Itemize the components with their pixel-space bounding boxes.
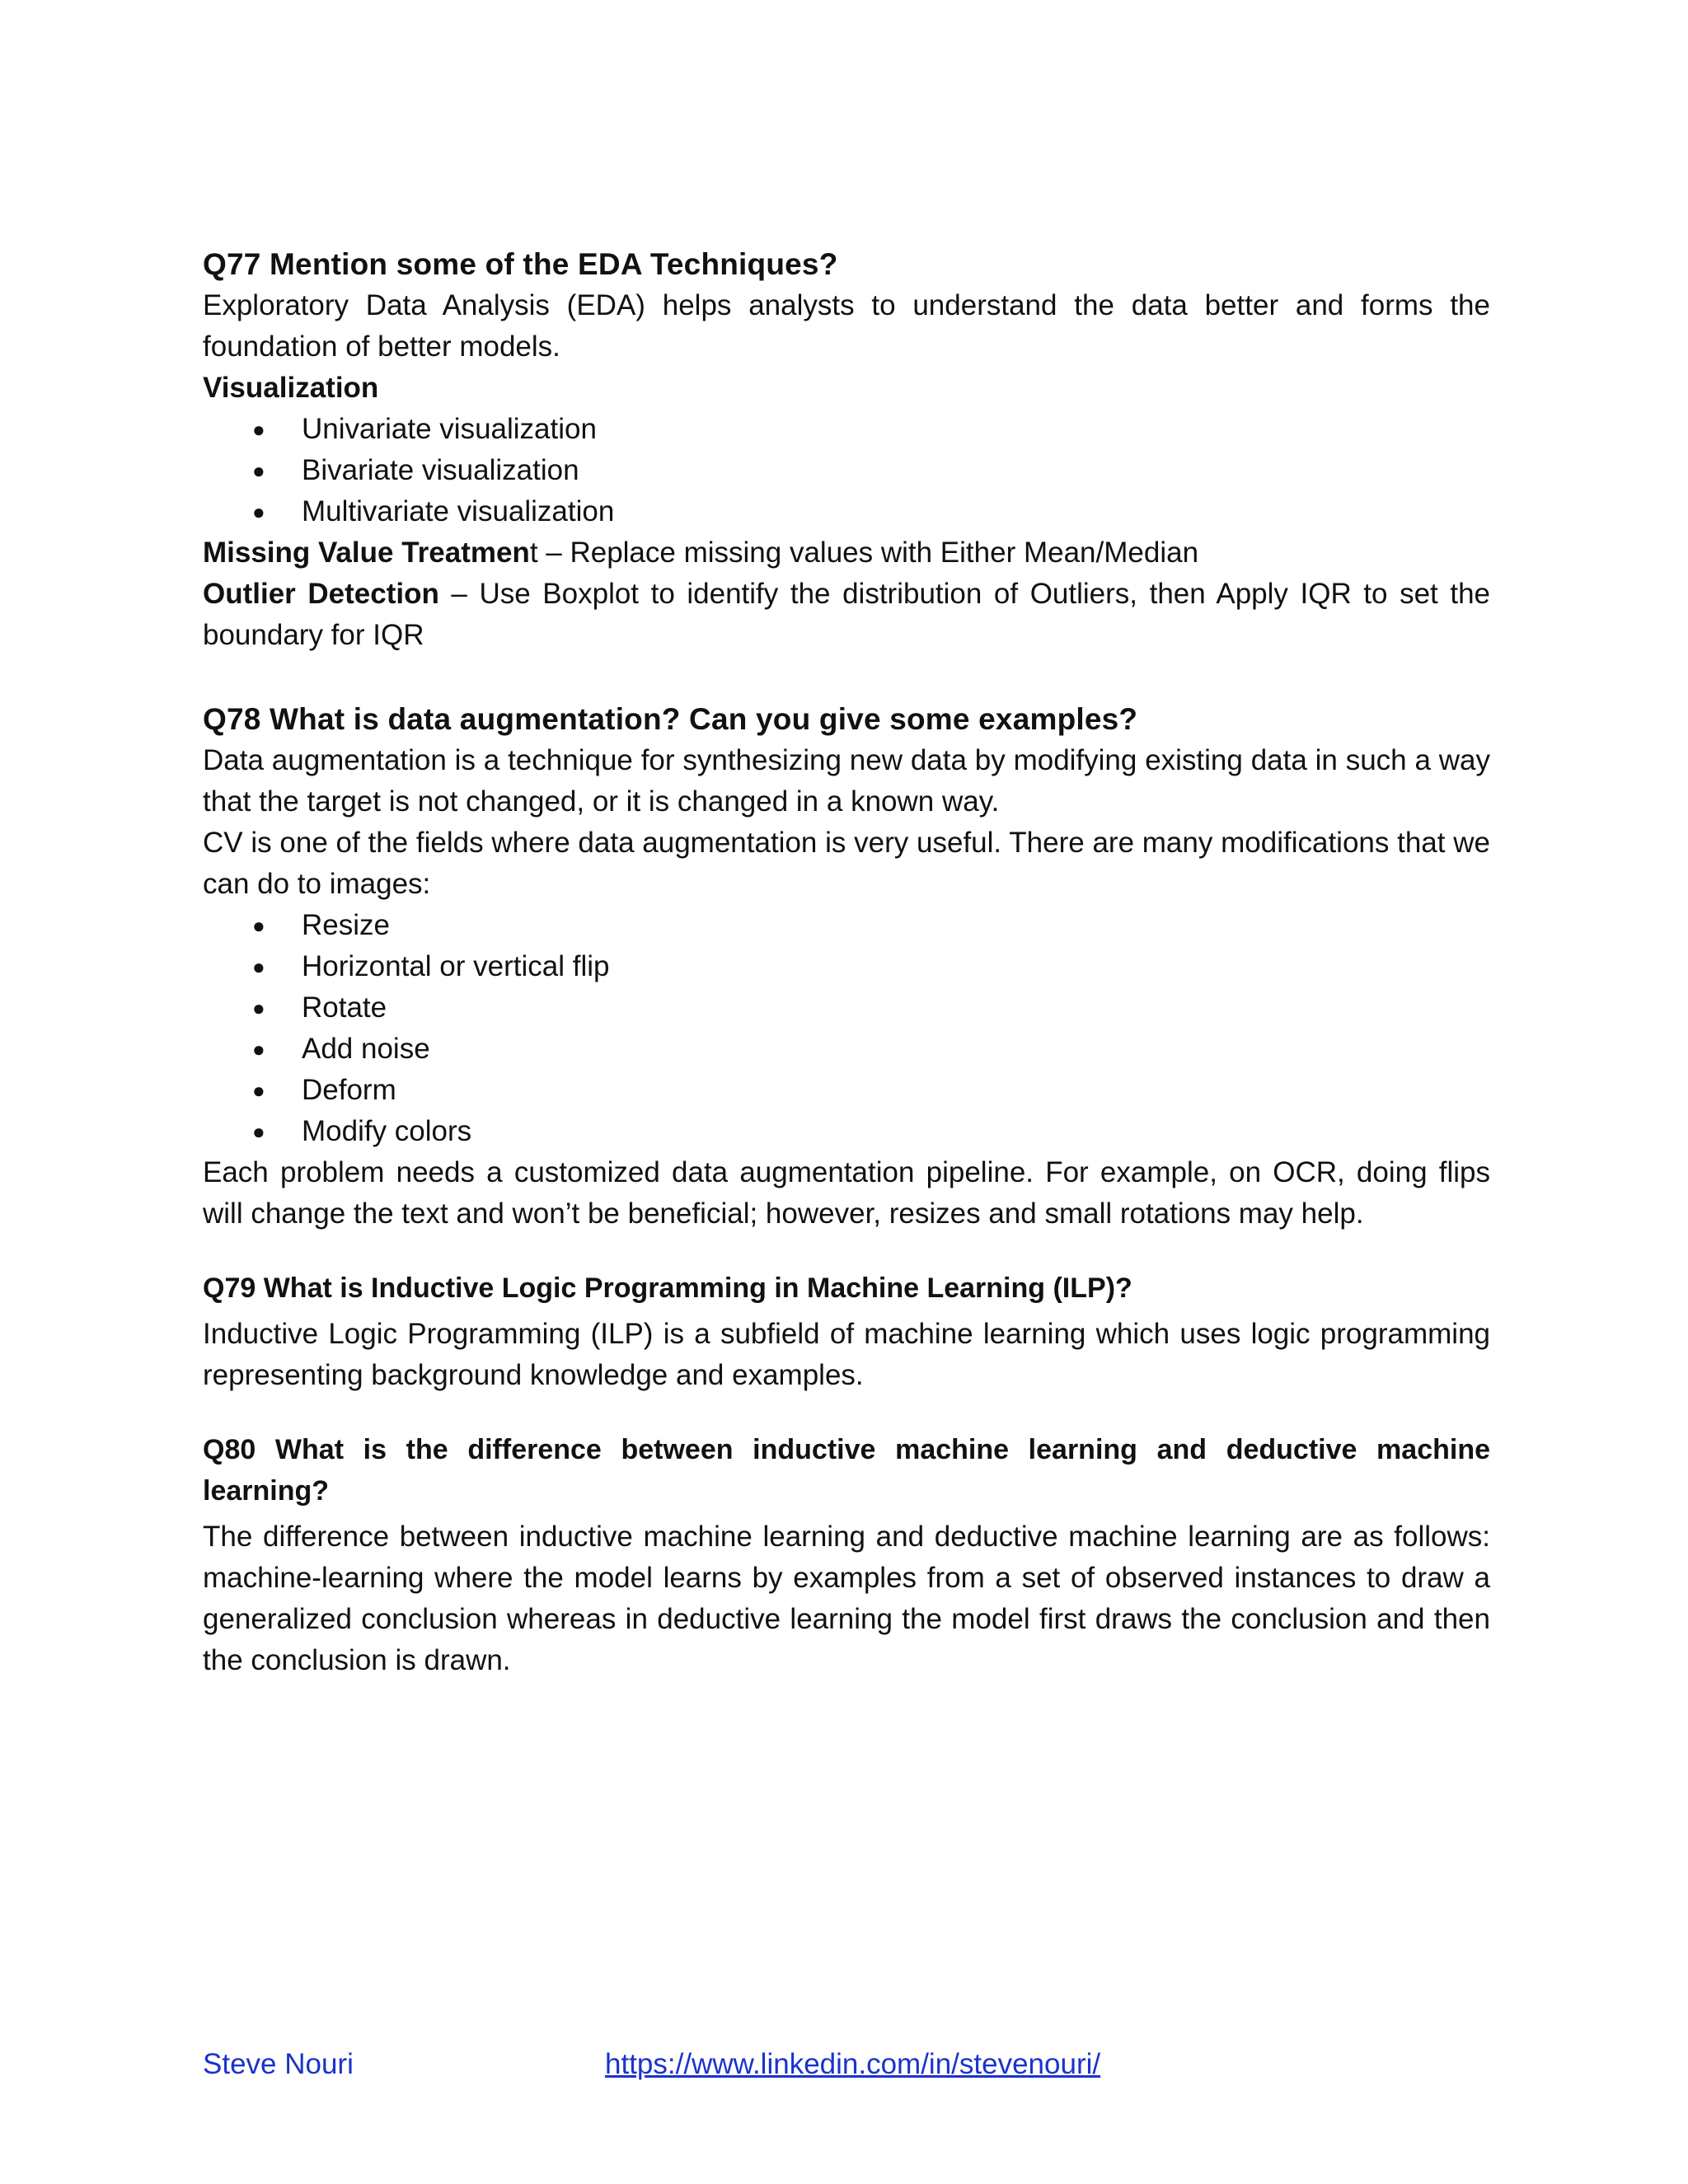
missing-value-text: t – Replace missing values with Either Mean/Median xyxy=(529,537,1199,569)
outlier-label: Outlier Detection xyxy=(203,578,439,610)
list-item: ● Add noise xyxy=(203,1029,1490,1070)
q79-heading: Q79 What is Inductive Logic Programming in Machine Learning (ILP)? xyxy=(203,1272,1132,1304)
outlier-text: – Use Boxplot to identify the distribution of Outliers, then Apply IQR to set the boundary for IQR xyxy=(203,578,1490,651)
section-q80 xyxy=(203,1429,1490,1681)
linkedin-link[interactable]: https://www.linkedin.com/in/stevenouri/ xyxy=(605,2048,1101,2080)
missing-value-line xyxy=(203,532,1490,574)
spacer xyxy=(203,656,1490,699)
q78-para1: Data augmentation is a technique for synthesizing new data by modifying existing data in such a way that the target is not changed, or it is changed in a known way. xyxy=(203,744,1490,818)
q77-intro: Exploratory Data Analysis (EDA) helps analysts to understand the data better and forms the foundation of better models. xyxy=(203,289,1490,363)
augmentation-list xyxy=(203,905,1490,1152)
list-item: ● Rotate xyxy=(203,987,1490,1029)
document-page xyxy=(203,244,1490,1681)
author-name: Steve Nouri xyxy=(203,2048,354,2080)
visualization-label: Visualization xyxy=(203,372,379,404)
bullet-icon: ● xyxy=(252,499,265,524)
bullet-icon: ● xyxy=(252,913,265,938)
list-item: ● Horizontal or vertical flip xyxy=(203,946,1490,987)
list-item: ● Deform xyxy=(203,1070,1490,1111)
bullet-icon: ● xyxy=(252,1119,265,1144)
bullet-icon: ● xyxy=(252,458,265,483)
q79-answer: Inductive Logic Programming (ILP) is a subfield of machine learning which uses logic programming representing background knowledge and examples. xyxy=(203,1318,1490,1391)
bullet-icon: ● xyxy=(252,996,265,1020)
list-item: ● Resize xyxy=(203,905,1490,946)
q78-para3: Each problem needs a customized data augmentation pipeline. For example, on OCR, doing flips will change the text and won’t be beneficial; however, resizes and small rotations may help. xyxy=(203,1156,1490,1230)
bullet-icon: ● xyxy=(252,1037,265,1062)
list-item: ● Univariate visualization xyxy=(203,409,1490,450)
section-q79 xyxy=(203,1268,1490,1396)
visualization-list xyxy=(203,409,1490,532)
list-item: ● Multivariate visualization xyxy=(203,491,1490,532)
bullet-icon: ● xyxy=(252,954,265,979)
list-item: ● Modify colors xyxy=(203,1111,1490,1152)
q78-para2: CV is one of the fields where data augmentation is very useful. There are many modifications that we can do to images: xyxy=(203,827,1490,900)
section-q77 xyxy=(203,244,1490,656)
bullet-icon: ● xyxy=(252,1078,265,1103)
q80-heading: Q80 What is the difference between inductive machine learning and deductive machine learning? xyxy=(203,1434,1490,1507)
q77-heading: Q77 Mention some of the EDA Techniques? xyxy=(203,247,838,281)
outlier-line xyxy=(203,574,1490,656)
q80-answer: The difference between inductive machine learning and deductive machine learning are as follows: machine-learning where the model learns by examples from a set of observed instances to draw a generalized conclusion whereas in deductive learning the model first draws the conclusion and then the conclusion is drawn. xyxy=(203,1521,1490,1676)
q78-heading: Q78 What is data augmentation? Can you give some examples? xyxy=(203,702,1138,736)
list-item: ● Bivariate visualization xyxy=(203,450,1490,491)
missing-value-label: Missing Value Treatmen xyxy=(203,537,530,569)
section-q78 xyxy=(203,699,1490,1235)
bullet-icon: ● xyxy=(252,417,265,442)
